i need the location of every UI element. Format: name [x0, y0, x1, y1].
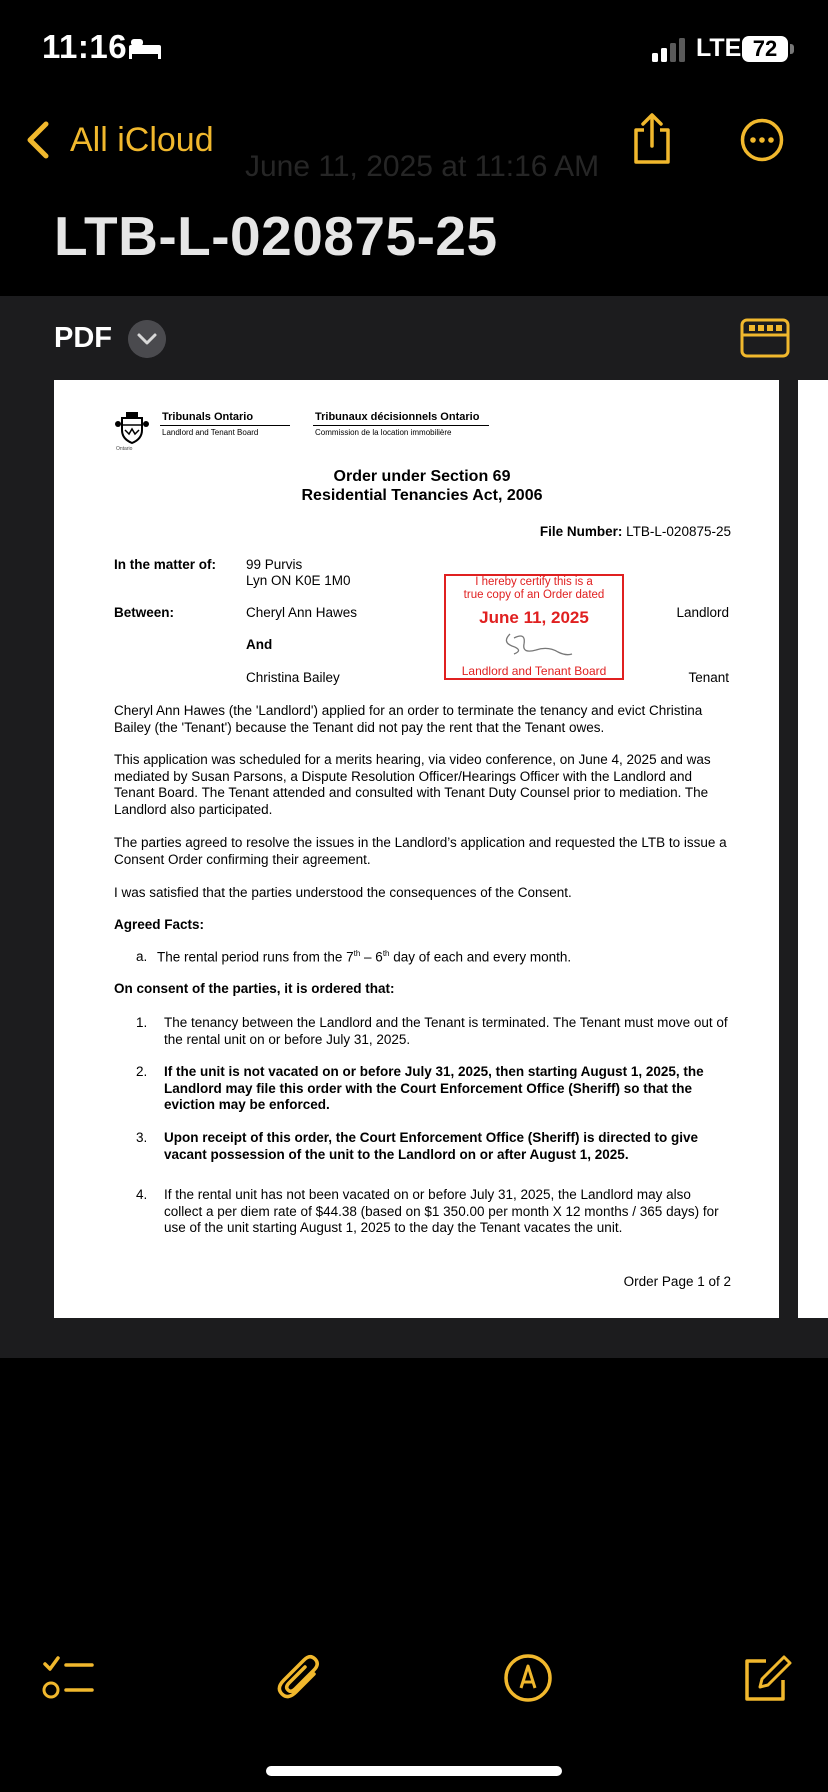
file-number: [540, 524, 731, 539]
letterhead-en-sub: Landlord and Tenant Board: [162, 428, 259, 437]
fact-a-text-mid: – 6: [360, 949, 383, 965]
stamp-date: June 11, 2025: [479, 608, 589, 627]
fact-a-sup-end: th: [382, 949, 390, 958]
signature-icon: [496, 628, 576, 658]
sleep-focus-icon: [128, 36, 162, 60]
order-item-number: 3.: [136, 1130, 148, 1145]
next-page-preview[interactable]: [798, 380, 828, 1318]
paragraph-application: Cheryl Ann Hawes (the 'Landlord') applied for an order to terminate the tenancy and evict Christina Bailey (the 'Tenant') because the Tenant did not pay the rent that the Tenant owes.: [114, 703, 703, 735]
page-grid-icon[interactable]: [740, 318, 790, 358]
between-label: Between:: [114, 605, 175, 620]
and-label: And: [246, 637, 273, 652]
order-title: Order under Section 69: [333, 468, 511, 485]
order-item-text: If the rental unit has not been vacated on or before July 31, 2025, the Landlord may also collect a per diem rate of $44.38 (based on $1 350.00 per month X 12 months / 365 days) for use of the unit starting August 1, 2025 to the day the Tenant vacates the unit.: [164, 1187, 719, 1235]
status-time: 11:16: [42, 28, 128, 65]
ontario-crest-icon: [114, 410, 150, 446]
address-line1: 99 Purvis: [246, 557, 303, 572]
fact-a-text-start: The rental period runs from the 7: [157, 949, 354, 965]
certification-stamp: [444, 574, 624, 680]
address-line2: Lyn ON K0E 1M0: [246, 573, 351, 588]
tenant-role: Tenant: [688, 670, 729, 685]
checklist-icon[interactable]: [42, 1652, 94, 1704]
order-item-number: 2.: [136, 1064, 148, 1079]
fact-a: [157, 949, 571, 965]
letterhead-fr-name: Tribunaux décisionnels Ontario: [315, 411, 480, 423]
order-item-number: 4.: [136, 1187, 148, 1202]
network-type: LTE: [696, 34, 742, 62]
paragraph-agreement: The parties agreed to resolve the issues in the Landlord’s application and requested the LTB to issue a Consent Order confirming their agreement.: [114, 835, 727, 867]
paragraph-hearing: This application was scheduled for a merits hearing, via video conference, on June 4, 2025 and was mediated by Susan Parsons, a Dispute Resolution Officer/Hearings Officer with the Landlord and Tenant Board. The Tenant attended and consulted with Tenant Duty Counsel prior to mediation. The Landlord also participated.: [114, 752, 711, 817]
fact-a-marker: a.: [136, 949, 148, 964]
markup-pen-icon[interactable]: [502, 1652, 554, 1704]
letterhead-rule-fr: [313, 425, 489, 426]
back-chevron-icon[interactable]: [24, 120, 52, 160]
landlord-role: Landlord: [676, 605, 729, 620]
stamp-line2: true copy of an Order dated: [463, 589, 605, 601]
landlord-name: Cheryl Ann Hawes: [246, 605, 358, 620]
letterhead-en-name: Tribunals Ontario: [162, 411, 254, 423]
share-icon[interactable]: [630, 112, 674, 166]
paragraph-consent: I was satisfied that the parties understood the consequences of the Consent.: [114, 885, 572, 900]
cellular-signal-icon: [652, 38, 690, 62]
chevron-down-icon[interactable]: [128, 320, 166, 358]
page-footer: Order Page 1 of 2: [623, 1274, 731, 1289]
more-options-icon[interactable]: [740, 118, 784, 162]
matter-label: In the matter of:: [114, 557, 217, 572]
stamp-line1: I hereby certify this is a: [475, 576, 593, 588]
compose-icon[interactable]: [740, 1652, 792, 1704]
fact-a-text-end: day of each and every month.: [389, 949, 572, 965]
order-item-text: Upon receipt of this order, the Court Enforcement Office (Sheriff) is directed to give vacant possession of the unit to the Landlord on or after August 1, 2025.: [164, 1130, 699, 1162]
crest-caption: Ontario: [116, 446, 133, 452]
file-number-label: File Number:: [539, 524, 623, 539]
order-act: Residential Tenancies Act, 2006: [301, 487, 543, 504]
home-indicator[interactable]: [266, 1766, 562, 1776]
fact-a-sup-start: th: [353, 949, 361, 958]
back-button[interactable]: All iCloud: [70, 121, 214, 159]
order-item-text: If the unit is not vacated on or before July 31, 2025, then starting August 1, 2025, the Landlord may file this order with the Court Enforcement Office (Sheriff) so that the eviction may be enforced.: [164, 1064, 704, 1112]
battery-nub: [790, 44, 794, 54]
facts-heading: Agreed Facts:: [114, 917, 205, 932]
order-heading: On consent of the parties, it is ordered that:: [114, 981, 395, 996]
paperclip-icon[interactable]: [274, 1652, 326, 1704]
note-title[interactable]: LTB-L-020875-25: [54, 205, 498, 267]
tenant-name: Christina Bailey: [246, 670, 340, 685]
order-item-number: 1.: [136, 1015, 148, 1030]
order-item-text: The tenancy between the Landlord and the Tenant is terminated. The Tenant must move out of the rental unit on or before July 31, 2025.: [164, 1015, 728, 1047]
attachment-type-label: PDF: [54, 322, 112, 354]
note-date: June 11, 2025 at 11:16 AM: [245, 150, 600, 183]
stamp-footer: Landlord and Tenant Board: [461, 664, 607, 678]
letterhead-rule-en: [160, 425, 290, 426]
battery-indicator: 72: [742, 36, 788, 62]
pdf-page[interactable]: [54, 380, 779, 1318]
letterhead-fr-sub: Commission de la location immobilière: [315, 428, 452, 437]
file-number-value: LTB-L-020875-25: [626, 524, 731, 539]
